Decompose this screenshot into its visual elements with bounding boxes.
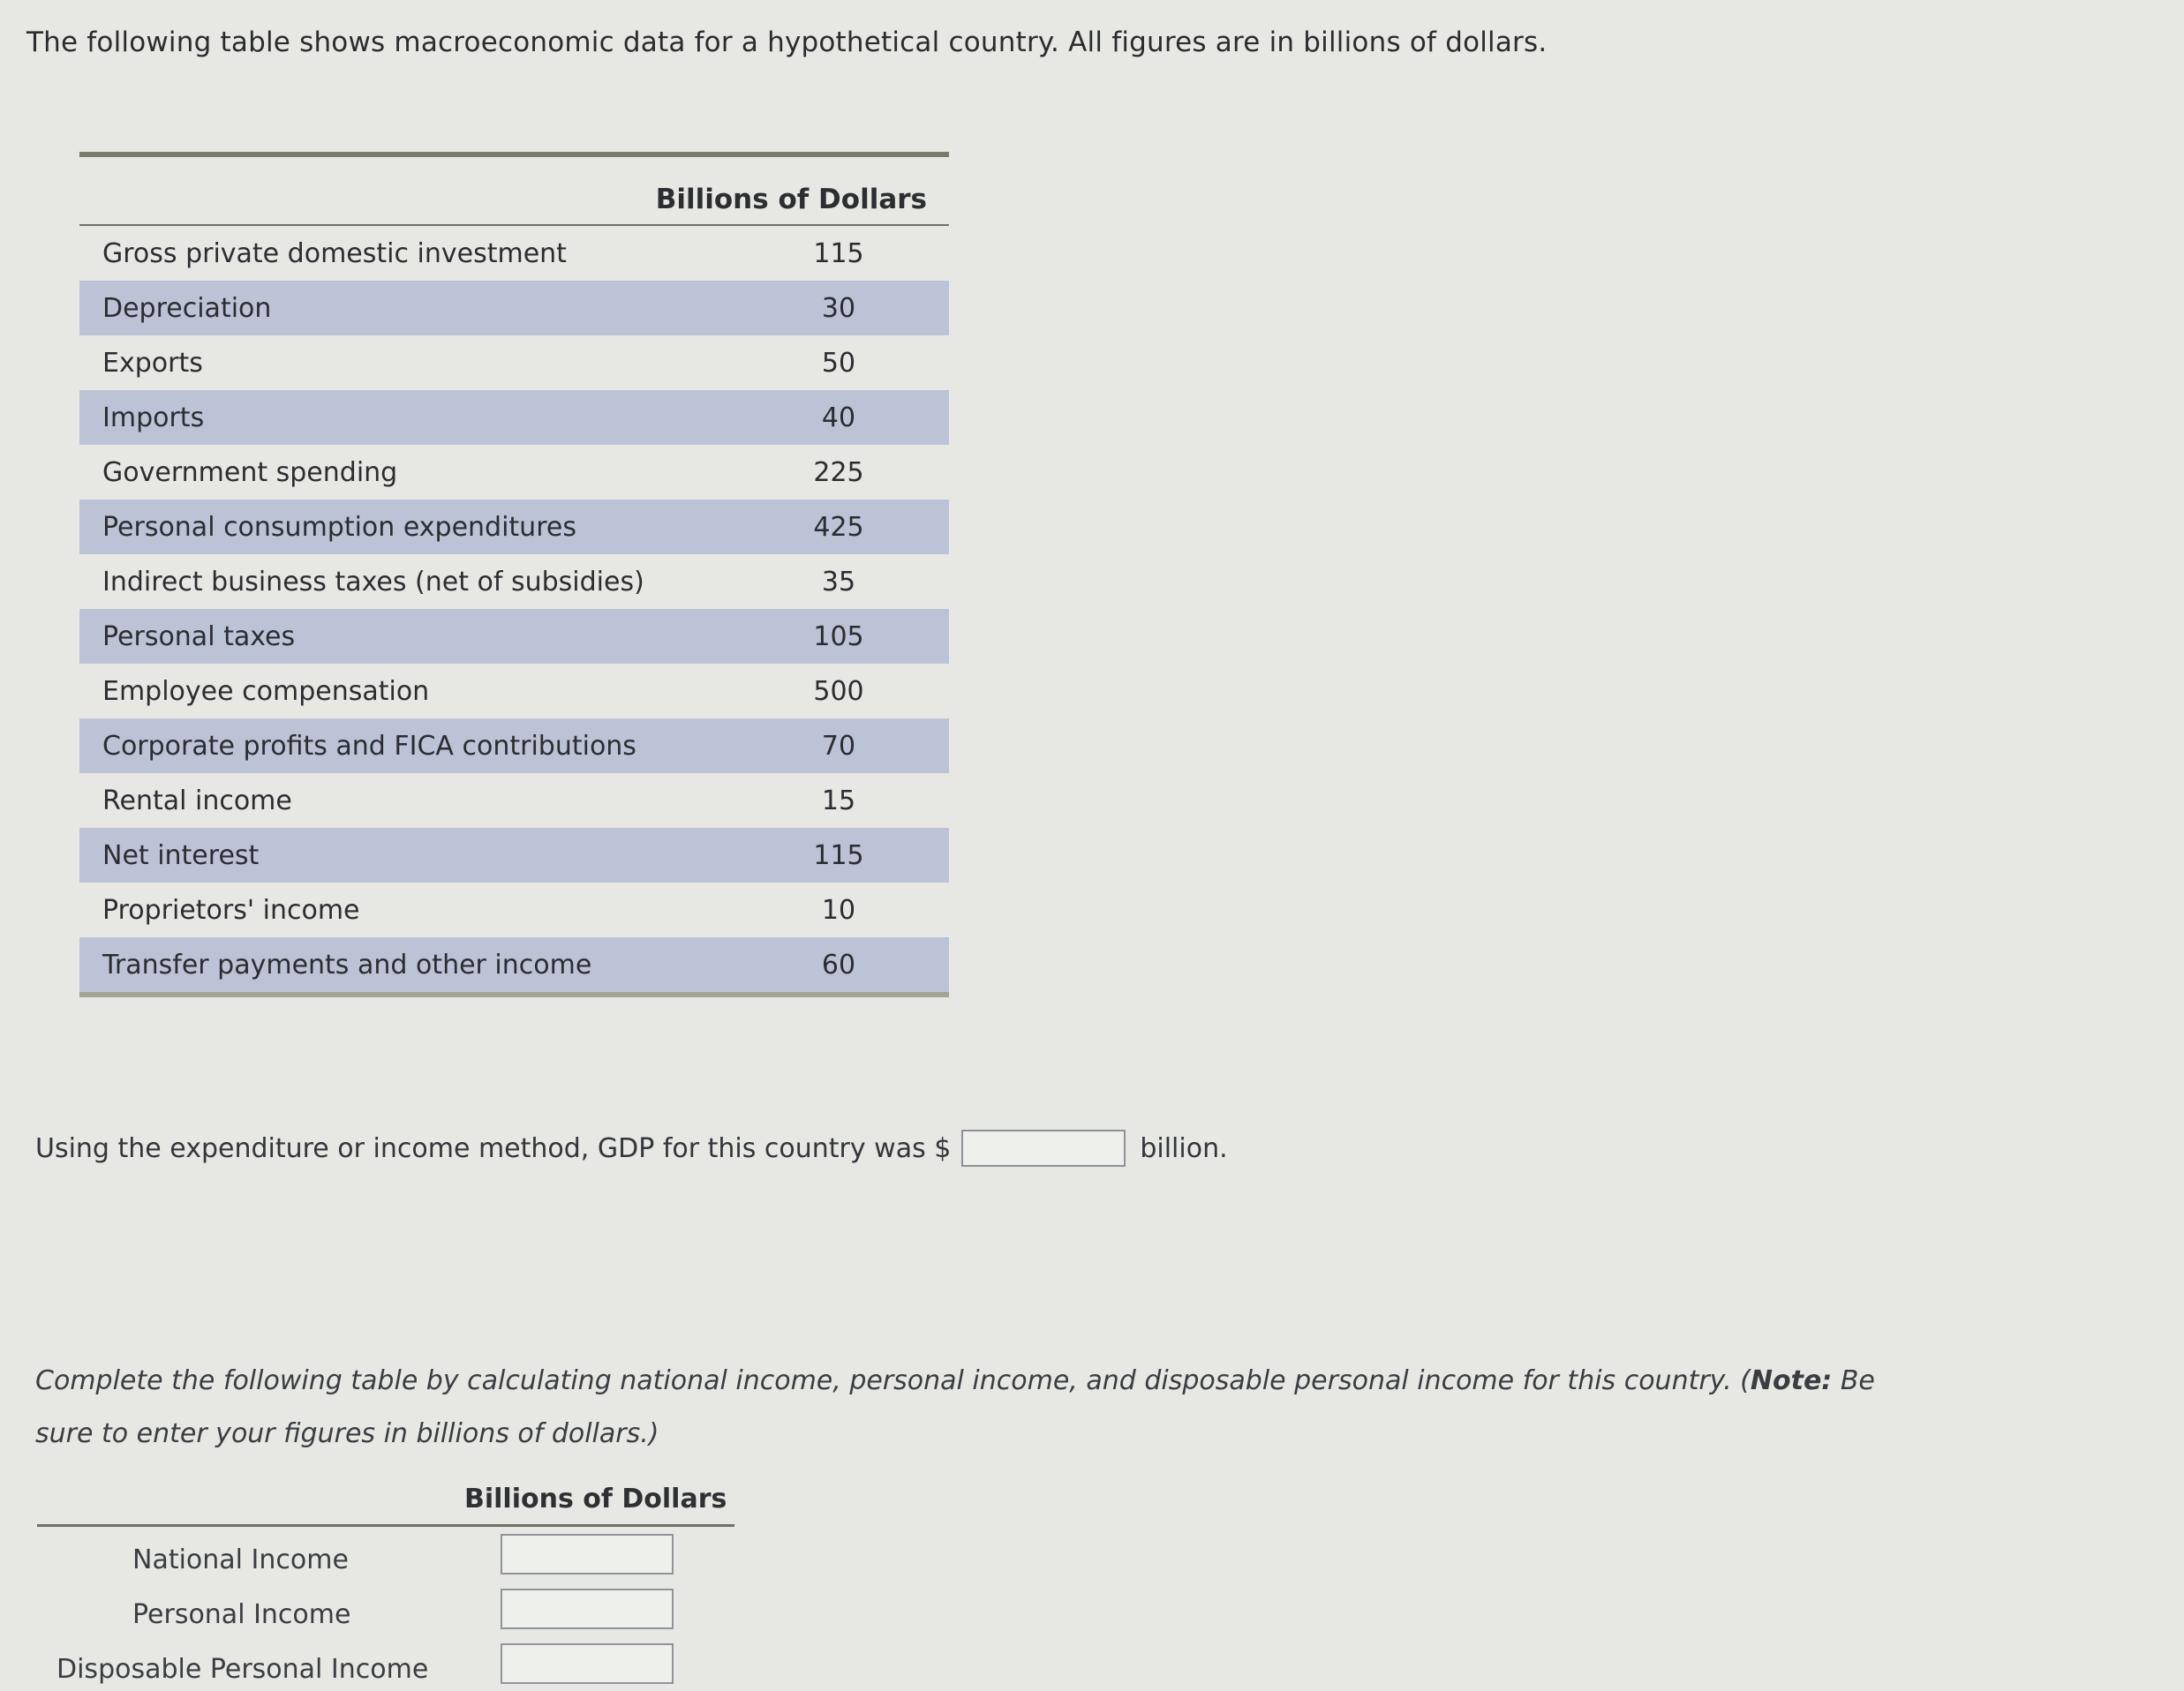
table-row (79, 554, 949, 609)
table-row (79, 773, 949, 828)
row-value: 50 (821, 347, 856, 379)
income-table (37, 1478, 734, 1691)
personal-income-input[interactable] (501, 1589, 674, 1629)
national-income-input[interactable] (501, 1534, 674, 1575)
row-value: 40 (821, 402, 856, 433)
intro-text: The following table shows macroeconomic data for a hypothetical country. All figures are in billions of dollars. (26, 26, 1548, 58)
row-label: Depreciation (102, 292, 272, 324)
row-label: Personal taxes (102, 620, 296, 652)
row-label: Government spending (102, 456, 398, 488)
note-label: Note: (1750, 1365, 1833, 1396)
row-label: Net interest (102, 839, 260, 871)
row-value: 15 (821, 785, 856, 816)
row-label: Corporate profits and FICA contributions (102, 730, 636, 762)
row-label: Indirect business taxes (net of subsidies) (102, 566, 644, 597)
row-label: Gross private domestic investment (102, 237, 567, 269)
row-value: 225 (813, 456, 864, 488)
instruction-text (35, 1355, 1898, 1461)
row-value: 115 (813, 237, 864, 269)
table-row (79, 718, 949, 773)
table-row (79, 445, 949, 500)
disposable-personal-income-input[interactable] (501, 1643, 674, 1684)
row-value: 105 (813, 620, 864, 652)
table-row (79, 609, 949, 664)
income-row-personal (37, 1582, 734, 1636)
row-value: 425 (813, 511, 864, 543)
row-value: 30 (821, 292, 856, 324)
column-header-billions: Billions of Dollars (655, 184, 927, 215)
row-value: 60 (821, 949, 856, 981)
income-row-label: Personal Income (132, 1599, 351, 1630)
table-row (79, 335, 949, 390)
macro-data-table (79, 152, 949, 997)
gdp-answer-input[interactable] (961, 1130, 1126, 1167)
instruction-body: Complete the following table by calculating national income, personal income, and disposable personal income for this country. ( (35, 1365, 1751, 1396)
income-table-header (37, 1478, 734, 1527)
row-label: Exports (102, 347, 203, 379)
row-label: Personal consumption expenditures (102, 511, 576, 543)
income-column-header: Billions of Dollars (464, 1484, 727, 1514)
table-row (79, 937, 949, 992)
row-label: Rental income (102, 785, 292, 816)
table-row (79, 226, 949, 281)
income-row-label: National Income (132, 1544, 349, 1575)
table-bottom-rule (79, 992, 949, 997)
income-row-label: Disposable Personal Income (56, 1654, 429, 1685)
row-value: 70 (821, 730, 856, 762)
row-value: 500 (813, 675, 864, 707)
row-label: Transfer payments and other income (102, 949, 592, 981)
table-row (79, 281, 949, 335)
gdp-question (35, 1130, 1228, 1167)
gdp-question-suffix: billion. (1140, 1132, 1228, 1164)
row-label: Proprietors' income (102, 894, 360, 926)
row-label: Imports (102, 402, 205, 433)
income-row-national (37, 1527, 734, 1582)
note-text: Be sure to enter your figures in billions of dollars.) (35, 1365, 1875, 1449)
table-row (79, 500, 949, 554)
row-value: 35 (821, 566, 856, 597)
row-value: 115 (813, 839, 864, 871)
row-label: Employee compensation (102, 675, 430, 707)
table-header (79, 157, 949, 226)
gdp-question-prefix: Using the expenditure or income method, GDP for this country was $ (35, 1132, 952, 1164)
income-row-disposable (37, 1636, 734, 1691)
table-row (79, 390, 949, 445)
table-row (79, 883, 949, 937)
table-row (79, 664, 949, 718)
row-value: 10 (821, 894, 856, 926)
table-row (79, 828, 949, 883)
